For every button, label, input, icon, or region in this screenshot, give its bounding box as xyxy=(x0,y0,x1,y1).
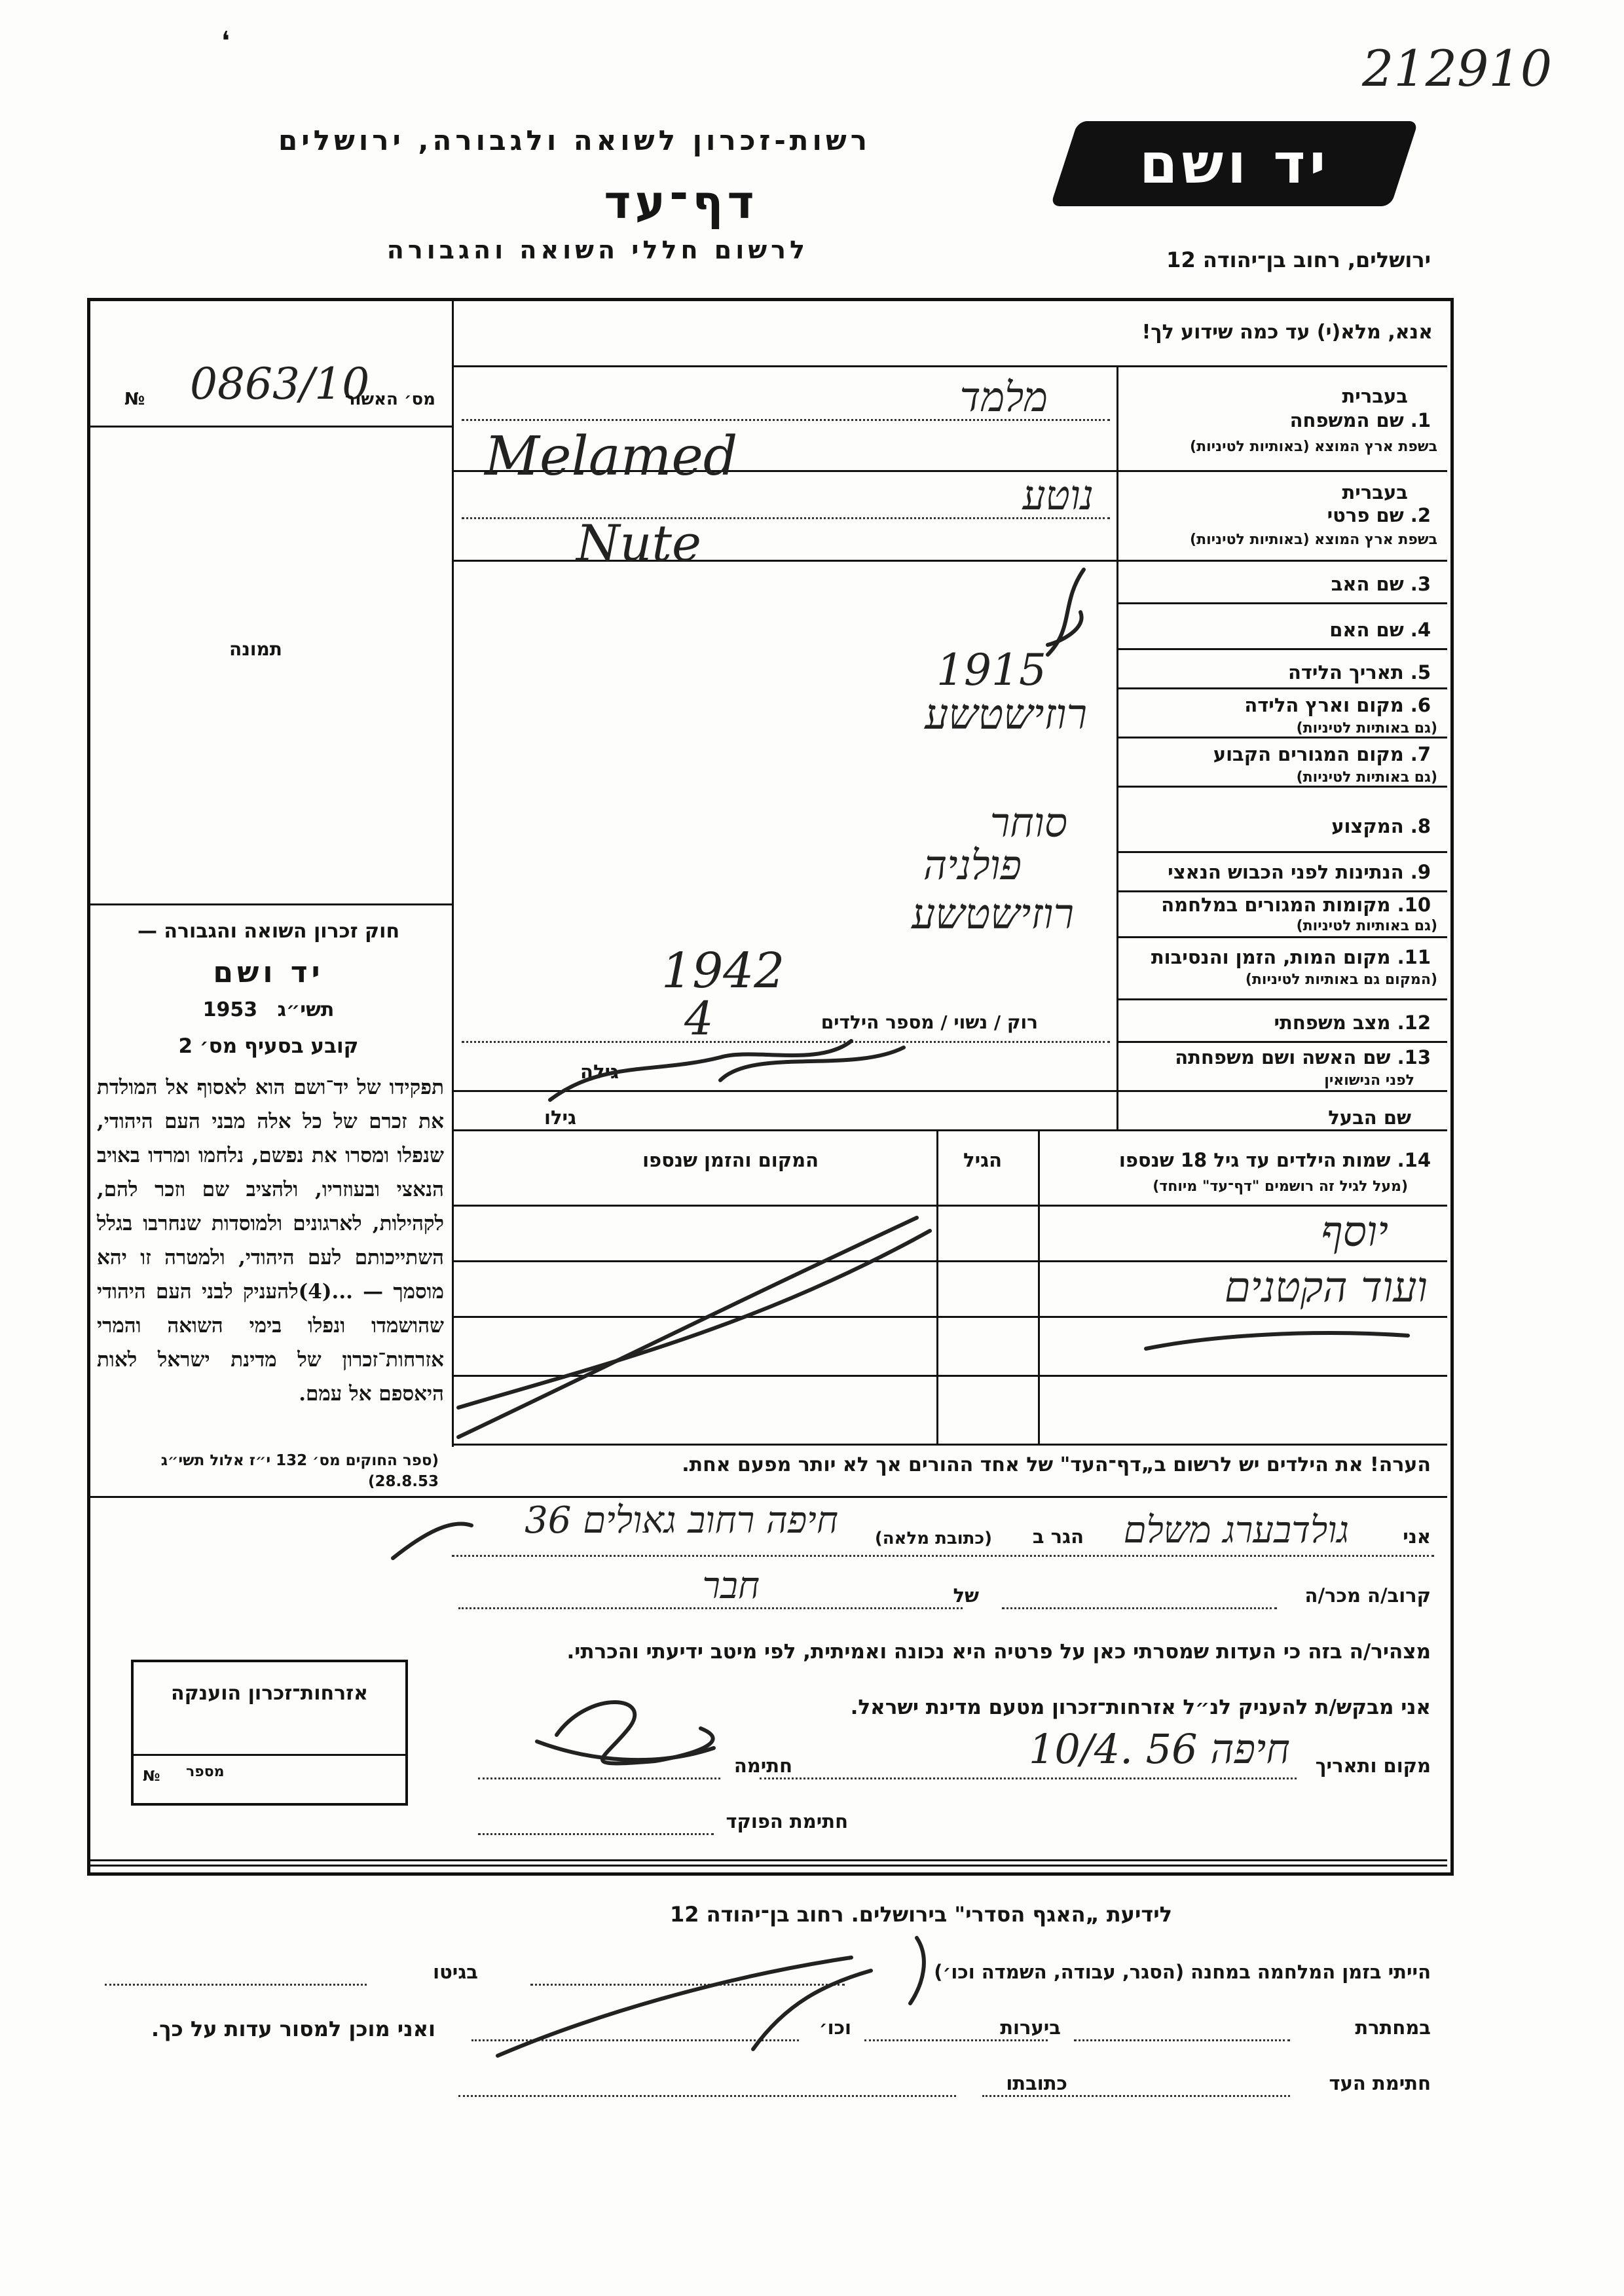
children-note: הערה! את הילדים יש לרשום ב„דף־העד" של אחד ההורים אך לא יותר מפעם אחת. xyxy=(682,1453,1431,1476)
form-title: דף־עד xyxy=(604,175,758,229)
field-6-value: רוזישטשע xyxy=(925,691,1087,739)
citizenship-number-label: מספר xyxy=(186,1764,225,1780)
underground-label: במחתרת xyxy=(1355,2016,1431,2039)
instruction-text: אנא, מלא(י) עד כמה שידוע לך! xyxy=(1141,321,1433,344)
field-13-sub: לפני הנישואין xyxy=(1324,1072,1414,1089)
children-sub: (מעל לגיל זה רושמים "דף־עד" מיוחד) xyxy=(1153,1178,1408,1195)
institution-name: רשות-זכרון לשואה ולגבורה, ירושלים xyxy=(278,124,871,156)
approval-number: 0863/10 xyxy=(190,359,370,409)
field-1-sub: בשפת ארץ המוצא (באותיות לטיניות) xyxy=(1190,439,1437,455)
relation-value: חבר xyxy=(702,1565,760,1607)
age-label-2: גילו xyxy=(544,1106,576,1129)
bottom-title: לידיעת „האגף הסדרי" בירושלים. רחוב בן־יהודה 12 xyxy=(669,1902,1172,1927)
top-mark: ❛ xyxy=(221,26,230,56)
field-1-label: 1. שם המשפחה xyxy=(1289,409,1431,431)
place-date-label: מקום ותאריך xyxy=(1315,1755,1431,1777)
declaration-i: אני xyxy=(1403,1525,1431,1548)
law-clause: קובע בסעיף מס׳ 2 xyxy=(178,1034,359,1058)
children-place-col: המקום והזמן שנספו xyxy=(642,1149,819,1171)
ghetto-label: בגיטו xyxy=(433,1961,478,1983)
field-5-label: 5. תאריך הלידה xyxy=(1287,661,1431,683)
place-date-value: חיפה 56 .10/4 xyxy=(1028,1725,1290,1773)
field-11-label: 11. מקום המות, הזמן והנסיבות xyxy=(1151,946,1431,968)
form-subtitle: לרשום חללי השואה והגבורה xyxy=(386,236,809,264)
children-label: 14. שמות הילדים עד גיל 18 שנספו xyxy=(1118,1149,1431,1171)
declaration-request: אני מבקש/ת להעניק לנ״ל אזרחות־זכרון מטעם מדינת ישראל. xyxy=(850,1696,1431,1719)
official-sig-label: חתימת הפוקד xyxy=(726,1810,848,1832)
approval-label: מס׳ האשור xyxy=(344,390,435,409)
law-text: תפקידו של יד־ושם הוא לאסוף אל המולדת את זכרם של כל אלה מבני העם היהודי, שנפלו ומסרו את נפשם, נלחמו ומרדו באויב הנאצי ובעוזריו, ולהציב שם וזכר להם, לקהילות, לארגונים ולמוסדות שנחרבו בגלל השתייכותם לעם היהודי, ולמטרה זו יהא מוסמך — ...(4)להעניק לבני העם היהודי שהושמדו ונפלו בימי השואה והמרי אזרחות־זכרון של מדינת ישראל לאות היאספם אל עמם. xyxy=(97,1076,444,1406)
witness-address-label: כתובתו xyxy=(1006,2072,1067,2094)
field-7-label: 7. מקום המגורים הקבוע xyxy=(1213,743,1431,765)
children-age-col: הגיל xyxy=(963,1149,1002,1171)
field-11-value: 1942 xyxy=(661,943,785,999)
declarant-name: גולדבערג משלם xyxy=(1123,1509,1349,1552)
of-label: של xyxy=(953,1584,979,1607)
declaration-statement: מצהיר/ה בזה כי העדות שמסרתי כאן על פרטיה היא נכונה ואמיתית, לפי מיטב ידיעתי והכרתי. xyxy=(566,1640,1431,1664)
law-name: יד ושם xyxy=(213,956,324,989)
resident-label: הגר ב xyxy=(1032,1525,1084,1548)
camp-text: הייתי בזמן המלחמה במחנה (הסגר, עבודה, השמדה וכו׳) xyxy=(934,1961,1431,1983)
field-11-sub: (המקום גם באותיות לטיניות) xyxy=(1245,972,1437,988)
field-3-label: 3. שם האב xyxy=(1331,573,1431,595)
field-2-label: 2. שם פרטי xyxy=(1327,504,1431,526)
in-hebrew-label: בעברית xyxy=(1342,385,1408,407)
field-9-label: 9. הנתינות לפני הכבוש הנאצי xyxy=(1168,861,1431,883)
etc-label: וכו׳ xyxy=(819,2016,851,2039)
field-5-value: 1915 xyxy=(936,645,1046,695)
field-10-sub: (גם באותיות לטיניות) xyxy=(1296,918,1437,934)
ready-text: ואני מוכן למסור עדות על כך. xyxy=(151,2016,435,2041)
field-10-value: רוזישטשע xyxy=(912,890,1074,939)
declarant-address: חיפה רחוב גאולים 36 xyxy=(525,1499,838,1542)
law-year: 1953 xyxy=(202,998,258,1021)
citizenship-title: אזרחות־זכרון הוענקה xyxy=(170,1682,369,1705)
signature-label: חתימה xyxy=(733,1755,792,1777)
field-12-label: 12. מצב משפחתי xyxy=(1274,1011,1431,1034)
husband-name-label: שם הבעל xyxy=(1328,1106,1411,1129)
relative-label: קרוב/ה מכר/ה xyxy=(1304,1584,1431,1607)
field-1-value-hebrew: מלמד xyxy=(959,373,1048,421)
field-10-label: 10. מקומות המגורים במלחמה xyxy=(1161,894,1431,916)
in-hebrew-label-2: בעברית xyxy=(1342,481,1408,503)
field-2-value-hebrew: נוטע xyxy=(1022,471,1094,519)
logo-text: יד ושם xyxy=(1139,132,1330,196)
law-source: (ספר החוקים מס׳ 132 י״ז אלול תשי״ג 28.8.53) xyxy=(160,1452,439,1490)
children-count: 4 xyxy=(684,992,714,1046)
address-hint: (כתובת מלאה) xyxy=(874,1529,992,1548)
field-6-sub: (גם באותיות לטיניות) xyxy=(1296,720,1437,737)
witness-sig-label: חתימת העד xyxy=(1329,2072,1431,2094)
field-2-sub: בשפת ארץ המוצא (באותיות לטיניות) xyxy=(1190,532,1437,548)
field-8-label: 8. המקצוע xyxy=(1331,815,1431,837)
child-name-1: יוסף xyxy=(1321,1208,1388,1256)
field-8-value: סוחר xyxy=(989,799,1067,847)
field-2-value-latin: Nute xyxy=(576,514,701,572)
field-6-label: 6. מקום וארץ הלידה xyxy=(1244,694,1431,716)
field-4-label: 4. שם האם xyxy=(1329,619,1431,641)
field-13-label: 13. שם האשה ושם משפחתה xyxy=(1175,1046,1431,1068)
photo-label: תמונה xyxy=(229,638,282,660)
field-9-value: פולניה xyxy=(923,841,1022,889)
header-address: ירושלים, רחוב בן־יהודה 12 xyxy=(1166,247,1431,272)
archive-number: 212910 xyxy=(1362,39,1553,98)
law-year-heb: תשי״ג xyxy=(277,998,335,1021)
age-label-1: גילה xyxy=(580,1061,619,1083)
forests-label: ביערות xyxy=(1000,2016,1061,2039)
citizenship-no-sign: № xyxy=(143,1768,160,1785)
marital-options: רוק / נשוי / מספר הילדים xyxy=(821,1011,1038,1033)
field-7-sub: (גם באותיות לטיניות) xyxy=(1296,769,1437,786)
law-title: חוק זכרון השואה והגבורה — xyxy=(137,920,400,943)
child-name-2: ועוד הקטנים xyxy=(1224,1264,1428,1312)
field-1-value-latin: Melamed xyxy=(485,426,738,488)
approval-no-sign: № xyxy=(124,390,145,409)
